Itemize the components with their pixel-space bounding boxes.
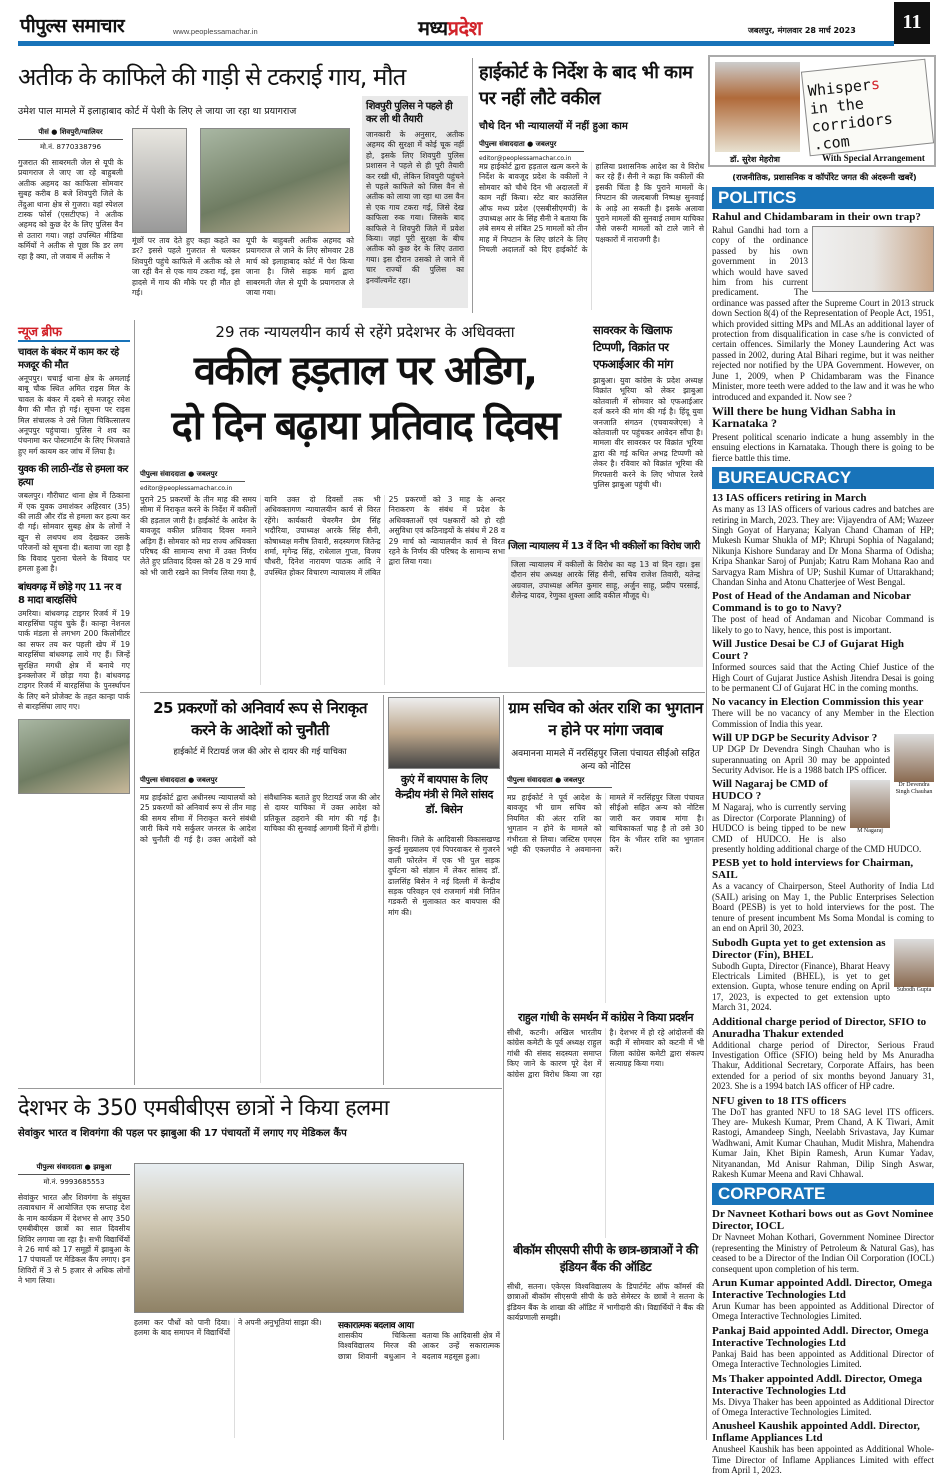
news-item — [712, 857, 934, 933]
corporate-header: CORPORATE — [712, 1183, 934, 1205]
divider — [472, 58, 473, 313]
hc-headline: हाईकोर्ट के निर्देश के बाद भी काम पर नहीं लौटे वकील — [479, 62, 693, 109]
masthead — [18, 8, 930, 48]
byline: पीपुल्स संवाददाता ● जबलपुर — [140, 776, 245, 788]
item-title: Dr Navneet Kothari bows out as Govt Nominee Director, IOCL — [712, 1208, 934, 1233]
brief-item-body: उमरिया। बांधवगढ़ टाइगर रिजर्व में 19 बारहसिंघा पहुंच चुके हैं। कान्हा नेशनल पार्क मंडला से लगभग 200 किलोमीटर का सफर तय कर पहली खेप में 19 बारहसिंघा बांधवगढ़ लाये गए हैं। जिन्हें सुरक्षित मगधी क्षेत्र में बनाये गए इनक्लोजर में छोड़ा गया है। बांधवगढ़ टाइगर रिजर्व में बारहसिंघा के पुनर्स्थापन के लिए बने प्रोजेक्ट के तहत कान्हा पार्क से बारहसिंघा लाए गए। — [18, 608, 130, 712]
item-body: Rahul Gandhi had torn a copy of the ordinance passed by his own government in 2013 which would have saved him from his current predicament. The ordinance was passed after the Supreme Court in 2013 struck down Section 8(4) of the Representation of People Act, 1951, which provided sitting MPs and MLAs an additional layer of protection from disqualification in case s/he is convicted of certain offences. Similarly the Money Laundering Act was passed in 2002, during Atal Bihari regime, but it was neither rejected nor notified by the UPA Government. However, on June 1, 2009, when P Chidambaram was the Finance Minister, more teeth were added to the law and it was he who introduced and expanded it. Now see ? — [712, 225, 934, 402]
cases-subhead: हाईकोर्ट में रिटायर्ड जज की ओर से दायर की गई याचिका — [173, 747, 347, 757]
divider — [706, 185, 707, 1440]
sidebar-body: शासकीय चिकित्सा विश्वविद्यालय मिरज की छात्रा शिवानी बधुआन ने बताया कि आदिवासी क्षेत्र में आकर उन्हें सकारात्मक बदलाव महसूस हुआ। — [338, 1331, 500, 1361]
news-item — [712, 1208, 934, 1274]
district-court-box — [508, 540, 703, 685]
officer-portrait — [894, 734, 934, 782]
mbbs-headline: देशभर के 350 एमबीबीएस छात्रों ने किया हलमा — [18, 1096, 390, 1121]
news-item — [712, 590, 934, 635]
item-body: The DoT has granted NFU to 18 SAG level ITS officers. They are- Mukesh Kumar, Prem Chand, A K Tiwari, Amit Rastogi, Amandeep Singh, Neelabh Srivastava, Jay Kumar Wadhwani, Amit Kumar Chauhan, Mudit Mishra, Mahendra Kumar Jain, Khet Bipin Ramesh, Arun Kumar Yadav, Nityanandan, Md Anisur Rahman, Dilip Singh Aswar, Rakesh Kumar Meena and Ravi Chhawal. — [712, 1106, 934, 1179]
divider — [18, 1088, 502, 1089]
author-name: डॉ. सुरेश मेहरोत्रा — [730, 155, 780, 164]
item-body: The post of head of Andaman and Nicobar Command is likely to go to Navy, hence, this post is important. — [712, 614, 934, 635]
item-title: Additional charge period of Director, SFIO to Anuradha Thakur extended — [712, 1015, 927, 1040]
gram-headline: ग्राम सचिव को अंतर राशि का भुगतान न होने पर मांगा जवाब — [508, 699, 703, 739]
mbbs-sidebar — [338, 1318, 500, 1438]
item-title: 13 IAS officers retiring in March — [712, 492, 867, 505]
hc-body: मप्र हाईकोर्ट द्वारा हड़ताल खत्म करने के निर्देश के बावजूद प्रदेश के वकीलों ने सोमवार को चौथे दिन भी अदालतों में काम नहीं किया। स्टेट बार काउंसिल ऑफ मध्य प्रदेश (एसबीसीएमपी) के उपाध्यक्ष आर के सिंह सैनी ने बताया कि लंबे समय से लंबित 25 मामलों को तीन माह में निपटान के लिए छांटने के लिए निचली अदालतों को दिए हाईकोर्ट के हालिया प्रशासनिक आदेश का वे विरोध कर रहे हैं। सैनी ने कहा कि वकीलों की इसकी चिंता है कि पुराने मामलों के निपटान की जल्दबाजी निष्पक्ष सुनवाई के आड़े आ सकती है। इसके अलावा पुराने मामलों की सुनवाई तमाम याचिका जैसे जरूरी मामलों को टाले जाने से पक्षकारों में नाराजगी है। — [479, 162, 704, 255]
item-body: Ms. Divya Thaker has been appointed as Additional Director of Omega Interactive Technologies Limited. — [712, 1396, 934, 1418]
section-title — [418, 14, 482, 41]
cases-headline: 25 प्रकरणों को अनिवार्य रूप से निराकृत करने के आदेशों को चुनौती — [153, 699, 367, 739]
item-body: Arun Kumar has been appointed as Additional Director of Omega Interactive Technologies Limited. — [712, 1301, 934, 1322]
news-item — [712, 492, 934, 587]
rahul-chidambaram-photo — [812, 226, 934, 292]
website-url: www.peoplessamachar.in — [173, 27, 258, 36]
mbbs-byline — [18, 1163, 130, 1433]
bcom-headline: बीकॉम सीएसपी सीपी के छात्र-छात्राओं ने की इंडियन बैंक की ऑडिट — [513, 1243, 698, 1274]
byline: पीपुल्स संवाददाता ● जबलपुर — [479, 140, 584, 152]
article-body: सेवांकुर भारत और शिवगंगा के संयुक्त तत्वावधान में आयोजित एक सप्ताह देश के नाम कार्यक्रम में देशभर से आए 350 एमबीबीएस छात्रों का सात दिवसीय शिविर लगाया जा रहा है। सभी विद्यार्थियों ने 26 मार्च को 17 समूहों में झाबुआ के 17 पंचायतों पर मेडिकल कैंप लगाए। इन शिविरों में 3 से 5 हजार से अधिक लोगों ने भाग लिया। — [18, 1193, 130, 1286]
bcom-body: सीधी, सतना। एकेएस विश्वविद्यालय के डिपार्टमेंट ऑफ कॉमर्स की छात्राओं बीकॉम सीएसपी सीपी के छठे सेमेस्टर के छात्रों ने सतना के इंडियन बैंक के शाखा की ऑडिट में भागीदारी की। विद्यार्थियों ने बैंक की कार्यप्रणाली समझी। — [507, 1282, 704, 1323]
item-title: Arun Kumar appointed Addl. Director, Omega Interactive Technologies Ltd — [712, 1277, 933, 1302]
bypass-body: सिवनी। जिले के आदिवासी विकासखण्ड कुरई मुख्यालय एवं पिपरवाकर से गुजरने वाली फोरलेन में एक भी पुल सड़क दुर्घटना को संज्ञान में लेकर सांसद डॉ. ढालसिंह बिसेन ने नई दिल्ली में केन्द्रीय सड़क परिवहन एवं राजमार्ग मंत्री नितिन गडकरी से मुलाकात कर बायपास की मांग की। — [388, 835, 500, 917]
convoy-photo — [200, 128, 350, 233]
officer-photo — [850, 780, 890, 835]
item-body: Present political scenario indicate a hung assembly in the ensuing elections in Karnataka. Though there is going to be fierce battle this time. — [712, 431, 934, 463]
photo-caption: यूपी के बाहुबली अतीक अहमद को प्रयागराज ले जाने के लिए सोमवार 28 मार्च को इलाहाबाद कोर्ट में पेश किया जाना है। जिसे सड़क मार्ग द्वारा साबरमती जेल से यूपी के प्रयागराज ले जाया गया। — [246, 236, 354, 298]
news-item — [712, 638, 934, 693]
byline: पीसं ● शिवपुरी/ग्वालियर — [18, 128, 123, 140]
bypass-headline: कुएं में बायपास के लिए केन्द्रीय मंत्री से मिले सांसद डॉ. बिसेन — [395, 773, 493, 816]
whispers-box — [708, 55, 936, 167]
body: जिला न्यायालय में वकीलों के विरोध का यह 13 वां दिन रहा। इस दौरान संघ अध्यक्ष आरके सिंह सैनी, सचिव राजेश तिवारी, यतेन्द्र अग्रवाल, उपाध्यक्ष अमित कुमार साहू, अर्जुन साहू, प्रदीप परसाई, शैलेन्द्र यादव, रेणुका शुक्ला आदि वकील मौजूद थे। — [508, 557, 703, 667]
atiq-subhead: उमेश पाल मामले में इलाहाबाद कोर्ट में पेशी के लिए ले जाया जा रहा था प्रयागराज — [18, 106, 297, 117]
sidebar-title: सकारात्मक बदलाव आया — [338, 1321, 414, 1331]
gram-body: मप्र हाईकोर्ट ने पूर्व आदेश के बावजूद भी ग्राम सचिव को नियमित की अंतर राशि का भुगतान न होने के मामले को गंभीरता से लिया। जस्टिस एमएस भट्टी की एकलपीठ ने अवमानना मामले में नरसिंहपुर जिला पंचायत सीईओ सहित अन्य को नोटिस जारी कर जवाब मांगा है। याचिकाकर्ता चाह है तो उसे 30 दिन के भीतर राशि का भुगतान करें। — [507, 793, 704, 855]
email: editor@peoplessamachar.co.in — [140, 485, 233, 492]
cases-body: मप्र हाईकोर्ट द्वारा अधीनस्थ न्यायालयों को 25 प्रकरणों को अनिवार्य रूप से तीन माह की समय सीमा में निराकृत करने संबंधी जारी किये गये सर्कुलर जनरल के आदेश को चुनौती दी गई है। उक्त आदेशों को संवैधानिक बताते हुए रिटायर्ड जज की ओर से दायर याचिका में उक्त आदेश को प्रतिकूल ठहराने की मांग की गई है। याचिका की सुनवाई आगामी दिनों में होगी। — [140, 793, 380, 844]
item-body: Dr Navneet Mohan Kothari, Government Nominee Director (representing the Ministry of Petroleum & Natural Gas), has ceased to be a Director of the Indian Oil Corporation (IOCL) consequent upon completion of his term. — [712, 1232, 934, 1274]
item-body: Anusheel Kaushik has been appointed as Additional Whole-Time Director of Inflame Appliances Limited with effect from April 1, 2023. — [712, 1444, 934, 1476]
divider — [383, 695, 384, 1085]
item-title: Subodh Gupta yet to get extension as Director (Fin), BHEL — [712, 936, 886, 961]
item-title: Pankaj Baid appointed Addl. Director, Omega Interactive Technologies Ltd — [712, 1324, 929, 1349]
corporate-list — [712, 1208, 934, 1475]
item-body: Pankaj Baid has been appointed as Additional Director of Omega Interactive Technologies Limited. — [712, 1348, 934, 1370]
photo-caption: Subodh Gupta — [896, 986, 932, 993]
item-body: UP DGP Dr Devendra Singh Chauhan who is superannuating on April 30 may be appointed Security Advisor. He is a 1988 batch IPS officer. — [712, 744, 890, 776]
atiq-sidebar — [362, 96, 468, 308]
item-title: Rahul and Chidambaram in their own trap? — [712, 211, 921, 223]
brief-item-body: जबलपुर। गौरीघाट थाना क्षेत्र में ठिकाना में एक युवक उमाशंकर अहिरवार (35) की लाठी और रॉड से हमला कर हत्या कर दी गई। सोमवार सुबह क्षेत्र के लोगों ने खून से लथपथ शव देखकर उसके परिजनों को सूचना दी। बताया जा रहा है कि विवाद पुराना चेलने के विवाद पर हमला हुआ है। — [18, 491, 130, 574]
english-column — [712, 187, 934, 1476]
item-title: Anusheel Kaushik appointed Addl. Director, Inflame Appliances Ltd — [712, 1420, 920, 1445]
barasingha-photo — [18, 719, 130, 794]
mobile: मो.नं. 9993685553 — [43, 1178, 105, 1186]
byline: पीपुल्स संवाददाता ● जबलपुर — [507, 776, 612, 788]
main-body: पुराने 25 प्रकरणों के तीन माह की समय सीमा में निराकृत करने के निर्देश में वकीलों की हड़ताल जारी है। हाईकोर्ट के आदेश के बावजूद वकील प्रतिवाद दिवस मनाने अड़िग हैं। सोमवार को मप्र राज्य अधिवक्ता परिषद की सामान्य सभा में उक्त निर्णय लेते हुए प्रतिवाद दिवस को 28 व 29 मार्च को भी जारी रखने का निर्णय लिया गया है, यानि उक्त दो दिवसों तक भी अधिवक्तागण न्यायालयीन कार्य से विरत रहेंगे। कार्यकारी चेयरमैन प्रेम सिंह भदौरिया, उपाध्यक्ष आरके सिंह सैनी, कोषाध्यक्ष मनीष तिवारी, सदस्यगण जितेन्द्र शर्मा, मृगेन्द्र सिंह, राधेलाल गुप्ता, विजय चौधरी, दिनेश नारायण पाठक आदि ने उपस्थित होकर विचारण न्यायालय में लंबित 25 प्रकरणों को 3 माह के अन्दर निराकरण के संबंध में प्रदेश के अधिवक्ताओं एवं पक्षकारों को हो रही असुविधा एवं कठिनाइयों के संबंध में 28 व 29 मार्च को न्यायालयीन कार्य से विरत रहने के निर्णय की परिषद के सामान्य सभा द्वारा लिया गया। — [140, 495, 505, 577]
officer-photo — [894, 939, 934, 994]
article-body: गुजरात की साबरमती जेल से यूपी के प्रयागराज ले जाए जा रहे बाहुबली अतीक अहमद का काफिला सोमवार सुबह करीब 8 बजे शिवपुरी जिले के तेंदुआ थाना क्षेत्र से गुजरा। वहां स्पेशल टास्क फोर्स (एसटीएफ) ने अतीक अहमद को कुछ देर के लिए पुलिस वैन से उतारा गया। जहां उपस्थित मीडिया कर्मियों ने अतीक से पूछा कि डर लग रहा है क्या, तो जवाब में अतीक ने — [18, 158, 123, 261]
rahul-body: सीधी, कटनी। अखिल भारतीय कांग्रेस कमेटी के पूर्व अध्यक्ष राहुल गांधी की संसद सदस्यता समाप्त किए जाने के कारण पूरे देश में कांग्रेस द्वारा विरोध किया जा रहा है। देशभर में हो रहे आंदोलनों की कड़ी में सोमवार को कटनी में भी जिला कांग्रेस कमेटी द्वारा संकल्प सत्याग्रह किया गया। — [507, 1028, 704, 1079]
item-body: Informed sources said that the Acting Chief Justice of the High Court of Gujarat Justice Ashish Jitendra Desai is going to be permanent CJ of Gujarat HC in the coming months. — [712, 662, 934, 693]
whispers-logo: Whispers in the corridors .com — [801, 59, 934, 157]
main-byline — [140, 470, 245, 492]
item-body: As a vacancy of Chairperson, Steel Authority of India Ltd (SAIL) arising on May 1, the Public Enterprises Selection Board (PESB) is yet to hold interviews for the post. The tenure of present incumbent Ms Soma Mondal is coming to an end on April 30, 2023. — [712, 881, 934, 934]
brief-title: न्यूज ब्रीफ — [18, 322, 130, 342]
mp-meeting-photo — [388, 697, 500, 769]
brief-item-body: अनूपपुर। चचाई थाना क्षेत्र के अमलाई बाबू चौक स्थित अमित राइस मिल के चावल के बंकर में दबने से मजदूर रमेश बैगा की मौत हो गई। सूचना पर राइस मिल संचालक ने उसे जिला चिकित्सालय अनूपपुर पहुंचाया। पुलिस ने शव का पंचनामा कर पोस्टमार्टम के लिए भिजवाते हुए मर्ग कायम कर जांच में लिया है। — [18, 374, 130, 456]
headline: सावरकर के खिलाफ टिप्पणी, विक्रांत पर एफआईआर की मांग — [593, 323, 673, 371]
news-item — [712, 1373, 934, 1418]
byline: पीपुल्स संवाददाता ● जबलपुर — [140, 470, 245, 482]
arrangement: With Special Arrangement — [822, 153, 925, 163]
item-body: M Nagaraj, who is currently serving as Director (Corporate Planning) of HUDCO is being tipped to be new CMD of HUDCO. He is also presently holding additional charge of the CMD HUDCO. — [712, 802, 922, 855]
newspaper-logo: पीपुल्स समाचार — [20, 15, 125, 37]
medical-camp-photo — [134, 1163, 464, 1313]
item-body: Additional charge period of Director, Serious Fraud Investigation Office (SFIO) being held by Ms Anuradha Thakur, Additional Secretary, Corporate Affairs, has been extended for a period of six months beyond January 31, 2023. She is a 1994 batch IAS officer of HP cadre. — [712, 1039, 934, 1092]
bureaucracy-list — [712, 492, 934, 1179]
photo-caption: M Nagaraj — [857, 828, 883, 835]
photo-caption: हलमा कर पौधों को पानी दिया। हलमा के बाद समापन में विद्यार्थियों ने अपनी अनुभूतियां साझा की। — [134, 1318, 322, 1338]
bureaucracy-header: BUREAUCRACY — [712, 467, 934, 489]
atiq-headline: अतीक के काफिले की गाड़ी से टकराई गाय, मौत — [18, 63, 406, 91]
photo-caption: मूंछों पर ताव देते हुए कहा कहते का डर? इससे पहले गुजरात से चलकर शिवपुरी पहुंचे काफिले में अतीक को ले जा रही वैन से एक गाय टकरा गई, इस हादसे में गाय की मौके पर ही मौत हो गई। — [132, 236, 240, 298]
item-title: Will UP DGP be Security Advisor ? — [712, 732, 878, 745]
item-title: PESB yet to hold interviews for Chairman, SAIL — [712, 857, 914, 882]
news-brief — [18, 322, 130, 1087]
brief-item — [18, 581, 130, 713]
hc-byline — [479, 140, 584, 162]
item-title: Will Justice Desai be CJ of Gujarat High Court ? — [712, 638, 904, 663]
news-item — [712, 1277, 934, 1322]
main-kicker: 29 तक न्यायलयीन कार्य से रहेंगे प्रदेशभर के अधिवक्ता — [215, 323, 515, 341]
main-headline-line1: वकील हड़ताल पर अडिग, — [193, 348, 537, 394]
news-item — [712, 1420, 934, 1475]
atiq-byline-block — [18, 128, 123, 293]
divider — [134, 320, 135, 1085]
officer-photo — [894, 734, 934, 796]
author-photo — [715, 62, 800, 152]
brief-item-title: चावल के बंकर में काम कर रहे मजदूर की मौत — [18, 347, 119, 371]
item-body: There will be no vacancy of any Member in the Election Commission of India this year. — [712, 708, 934, 729]
item-body: Subodh Gupta, Director (Finance), Bharat Heavy Electricals Limited (BHEL), is yet to get extension. Gupta, whose tenure ending on April 17, 2023, is expected to get extension upto March 31, 2024. — [712, 960, 890, 1013]
whispers-tagline: (राजनीतिक, प्रशासनिक व कॉर्पोरेट जगत की अंदरूनी खबरें) — [732, 172, 917, 182]
brief-item-title: युवक की लाठी-रॉड से हमला कर हत्या — [18, 464, 128, 489]
divider — [503, 695, 504, 1440]
officer-portrait — [850, 780, 890, 828]
news-item — [712, 1016, 934, 1092]
section-part1: मध्य — [418, 16, 448, 40]
atiq-photo — [132, 128, 187, 233]
item-title: Post of Head of the Andaman and Nicobar Command is to go to Navy? — [712, 590, 911, 615]
politics-header: POLITICS — [712, 187, 934, 209]
gram-subhead: अवमानना मामले में नरसिंहपुर जिला पंचायत सीईओ सहित अन्य को नोटिस — [511, 749, 700, 772]
section-part2: प्रदेश — [447, 16, 482, 40]
sidebar-body: जानकारी के अनुसार, अतीक अहमद की सुरक्षा में कोई चूक नहीं हो, इसके लिए शिवपुरी पुलिस प्रशासन ने पहले से ही पूरी तैयारी कर रखी थी, लेकिन शिवपुरी पहुंचने से पहले काफिले को जिस वैन से अतीक को लाया जा रहा था उस वैन से एक गाय टकरा गई, जिसे देख काफिला रुक गया। जिसके बाद काफिले ने शिवपुरी जिले में प्रवेश किया। जहां पूरी सुरक्षा के बीच अतीक को कुछ देर के लिए उतारा गया। इस दौरान उसको ले जाने में चार राज्यों की पुलिस का इनवॉल्वमेंट रहा। — [366, 130, 464, 285]
item-title: Will there be hung Vidhan Sabha in Karnataka ? — [712, 403, 896, 430]
dateline: जबलपुर, मंगलवार 28 मार्च 2023 — [748, 26, 856, 35]
news-item — [712, 937, 934, 1013]
item-title: No vacancy in Election Commission this year — [712, 696, 924, 709]
news-item — [712, 1325, 934, 1370]
brief-item-title: बांधवगढ़ में छोड़े गए 11 नर व 8 मादा बारहसिंघे — [18, 581, 121, 606]
brief-item — [18, 346, 130, 457]
item-title: Will Nagaraj be CMD of HUDCO ? — [712, 778, 828, 803]
sawarkar-story — [593, 322, 703, 537]
item-body: As many as 13 IAS officers of various cadres and batches are retiring in March, 2023. They are: Vijayendra of AM; Wazeer Singh Goyat of Haryana; Kalyan Chand Chaman of HP; Mukesh Kumar Shukla of MP; Khrupi Sophia of Nagaland; Nikunja Kishore Sundaray and Dr Mona Sharma of Odisha; Kripa Shankar Saroj of Punjab; Katru Ram Mohana Rao and Sarvagya Ram Mishra of UP; Sushil Kumar of Uttarakhand; Chandan Sinha and Atonu Chatterjee of West Bengal. — [712, 504, 934, 587]
hc-subhead: चौथे दिन भी न्यायालयों में नहीं हुआ काम — [479, 121, 628, 132]
item-title: NFU given to 18 ITS officers — [712, 1094, 847, 1107]
photo-caption: Dr Devendra Singh Chauhan — [895, 782, 933, 796]
officer-portrait — [894, 939, 934, 987]
masthead-rule — [18, 41, 894, 46]
mbbs-subhead: सेवांकुर भारत व शिवगंगा की पहल पर झाबुआ की 17 पंचायतों में लगाए गए मेडिकल कैंप — [18, 1128, 347, 1139]
sidebar-title: शिवपुरी पुलिस ने पहले ही कर ली थी तैयारी — [366, 101, 453, 125]
subhead: जिला न्यायालय में 13 वें दिन भी वकीलों का विरोध जारी — [508, 541, 700, 552]
page-number: 11 — [894, 2, 930, 44]
body: झाबुआ। युवा कांग्रेस के प्रदेश अध्यक्ष विक्रांत भूरिया को लेकर झाबुआ कोतवाली में सोमवार को एफआईआर दर्ज करने की मांग की गई है। हिंदू युवा जनजाति संगठन (एचवायजेएस) ने कोतवाली पर पहुंचकर आवेदन सौंपा है। मामला वीर सावरकर पर विक्रांत भूरिया द्वारा की गई कथित अभद्र टिप्पणी को लेकर है। रविवार को विक्रांत भूरिया की गिरफ्तारी करने के लिए भोपाल रेलवे पुलिस झाबुआ पहुंची थी। — [593, 376, 703, 490]
brief-item — [18, 463, 130, 574]
item-title: Ms Thaker appointed Addl. Director, Omega Interactive Technologies Ltd — [712, 1372, 923, 1397]
main-headline-line2: दो दिन बढ़ाया प्रतिवाद दिवस — [171, 403, 559, 449]
rahul-headline: राहुल गांधी के समर्थन में कांग्रेस ने किया प्रदर्शन — [518, 1011, 693, 1024]
divider — [140, 692, 705, 693]
mobile: मो.नं. 8770338796 — [39, 143, 102, 151]
email: editor@peoplessamachar.co.in — [479, 155, 572, 162]
news-item — [712, 696, 934, 729]
news-item — [712, 1095, 934, 1180]
byline: पीपुल्स संवाददाता ● झाबुआ — [18, 1163, 130, 1175]
